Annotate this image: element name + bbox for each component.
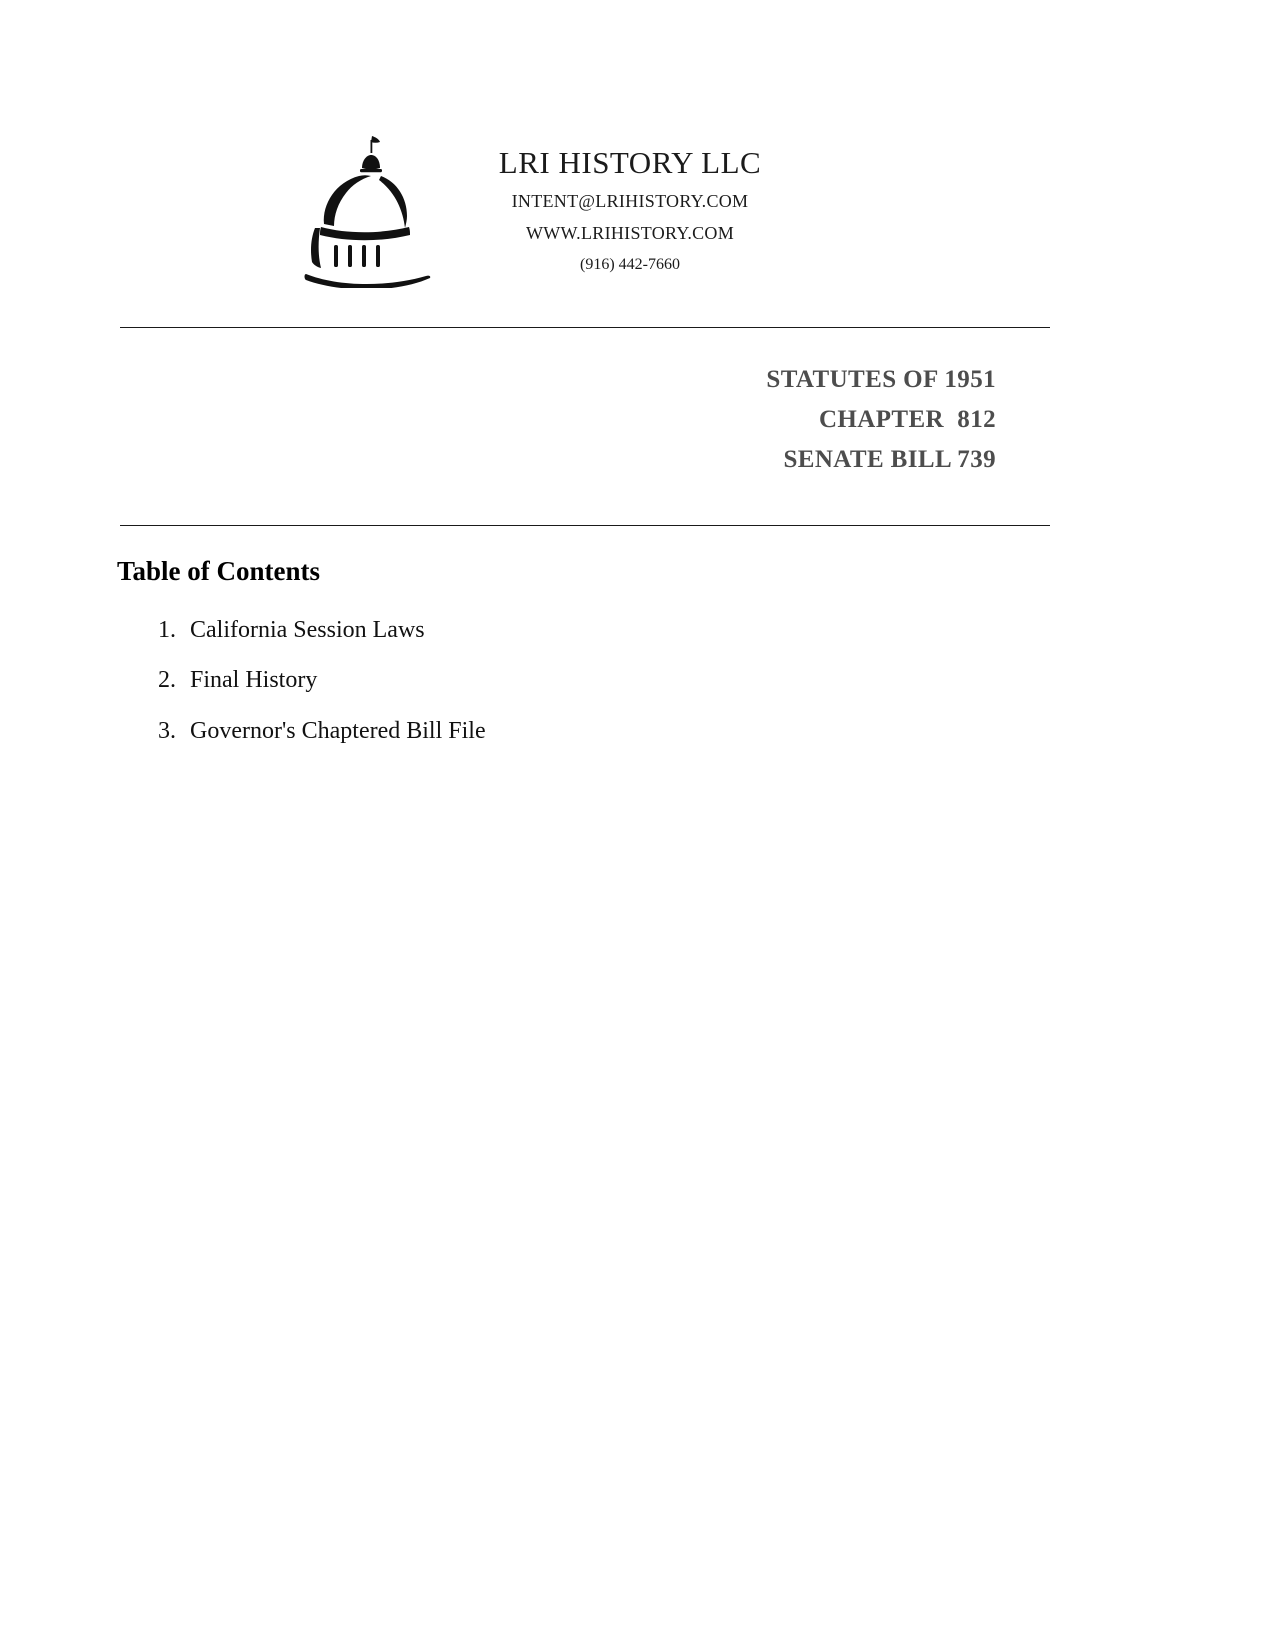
senate-bill-number: SENATE BILL 739 [783, 446, 996, 473]
list-item [182, 617, 486, 643]
divider-bottom [120, 525, 1050, 526]
company-phone: (916) 442-7660 [580, 256, 680, 274]
toc-item-label: Final History [190, 667, 318, 694]
bill-heading [120, 360, 996, 480]
brand-block [440, 146, 820, 274]
chapter-number: CHAPTER 812 [818, 406, 996, 433]
capitol-dome-logo-icon [296, 128, 446, 288]
list-item [182, 718, 486, 744]
company-website: WWW.LRIHISTORY.COM [525, 223, 735, 244]
statutes-year: STATUTES OF 1951 [766, 366, 996, 393]
toc-item-label: California Session Laws [190, 617, 425, 643]
company-email: INTENT@LRIHISTORY.COM [511, 191, 749, 212]
letterhead [0, 118, 1276, 298]
table-of-contents-list [140, 617, 486, 768]
divider-top [120, 327, 1050, 328]
toc-item-label: Governor's Chaptered Bill File [190, 717, 486, 744]
list-item [182, 667, 486, 693]
page-title: Table of Contents [117, 556, 321, 586]
company-name: LRI HISTORY LLC [498, 145, 762, 180]
